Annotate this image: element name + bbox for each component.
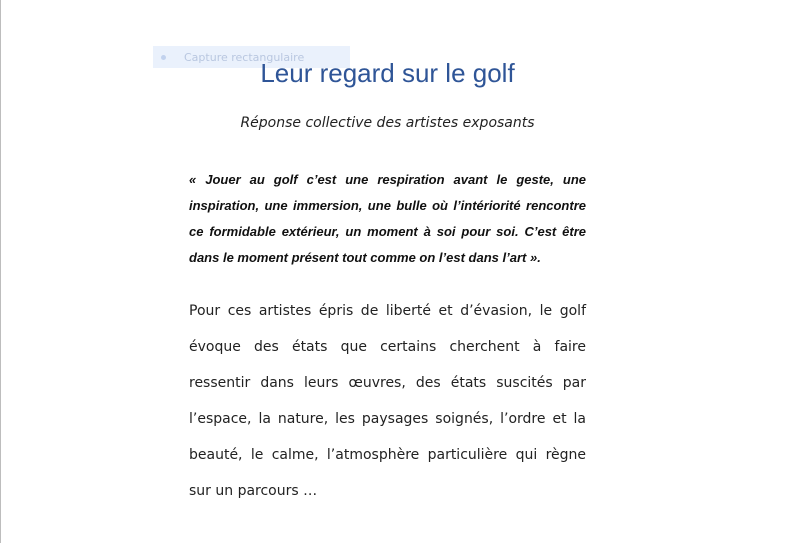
artist-quote bbox=[189, 167, 586, 271]
quote-line: inspiration, une immersion, une bulle où l’intériorité rencontre bbox=[189, 198, 586, 213]
paragraph-line: Pour ces artistes épris de liberté et d’évasion, le golf bbox=[189, 303, 586, 319]
quote-line: dans le moment présent tout comme on l’est dans l’art ». bbox=[189, 250, 541, 265]
document-subtitle: Réponse collective des artistes exposants bbox=[240, 115, 535, 131]
paragraph-line: évoque des états que certains cherchent à faire bbox=[189, 339, 586, 355]
body-paragraph bbox=[189, 293, 586, 509]
page-left-border bbox=[0, 0, 1, 543]
document-title: Leur regard sur le golf bbox=[260, 58, 515, 88]
paragraph-line: l’espace, la nature, les paysages soignés, l’ordre et la bbox=[189, 411, 586, 427]
paragraph-line: ressentir dans leurs œuvres, des états suscités par bbox=[189, 375, 586, 391]
quote-line: ce formidable extérieur, un moment à soi pour soi. C’est être bbox=[189, 224, 586, 239]
paragraph-line: beauté, le calme, l’atmosphère particulière qui règne bbox=[189, 447, 586, 463]
capture-tooltip-label: Capture rectangulaire bbox=[184, 50, 305, 64]
quote-line: « Jouer au golf c’est une respiration avant le geste, une bbox=[189, 172, 586, 187]
paragraph-line: sur un parcours … bbox=[189, 483, 318, 499]
bullet-dot-icon bbox=[161, 55, 166, 60]
